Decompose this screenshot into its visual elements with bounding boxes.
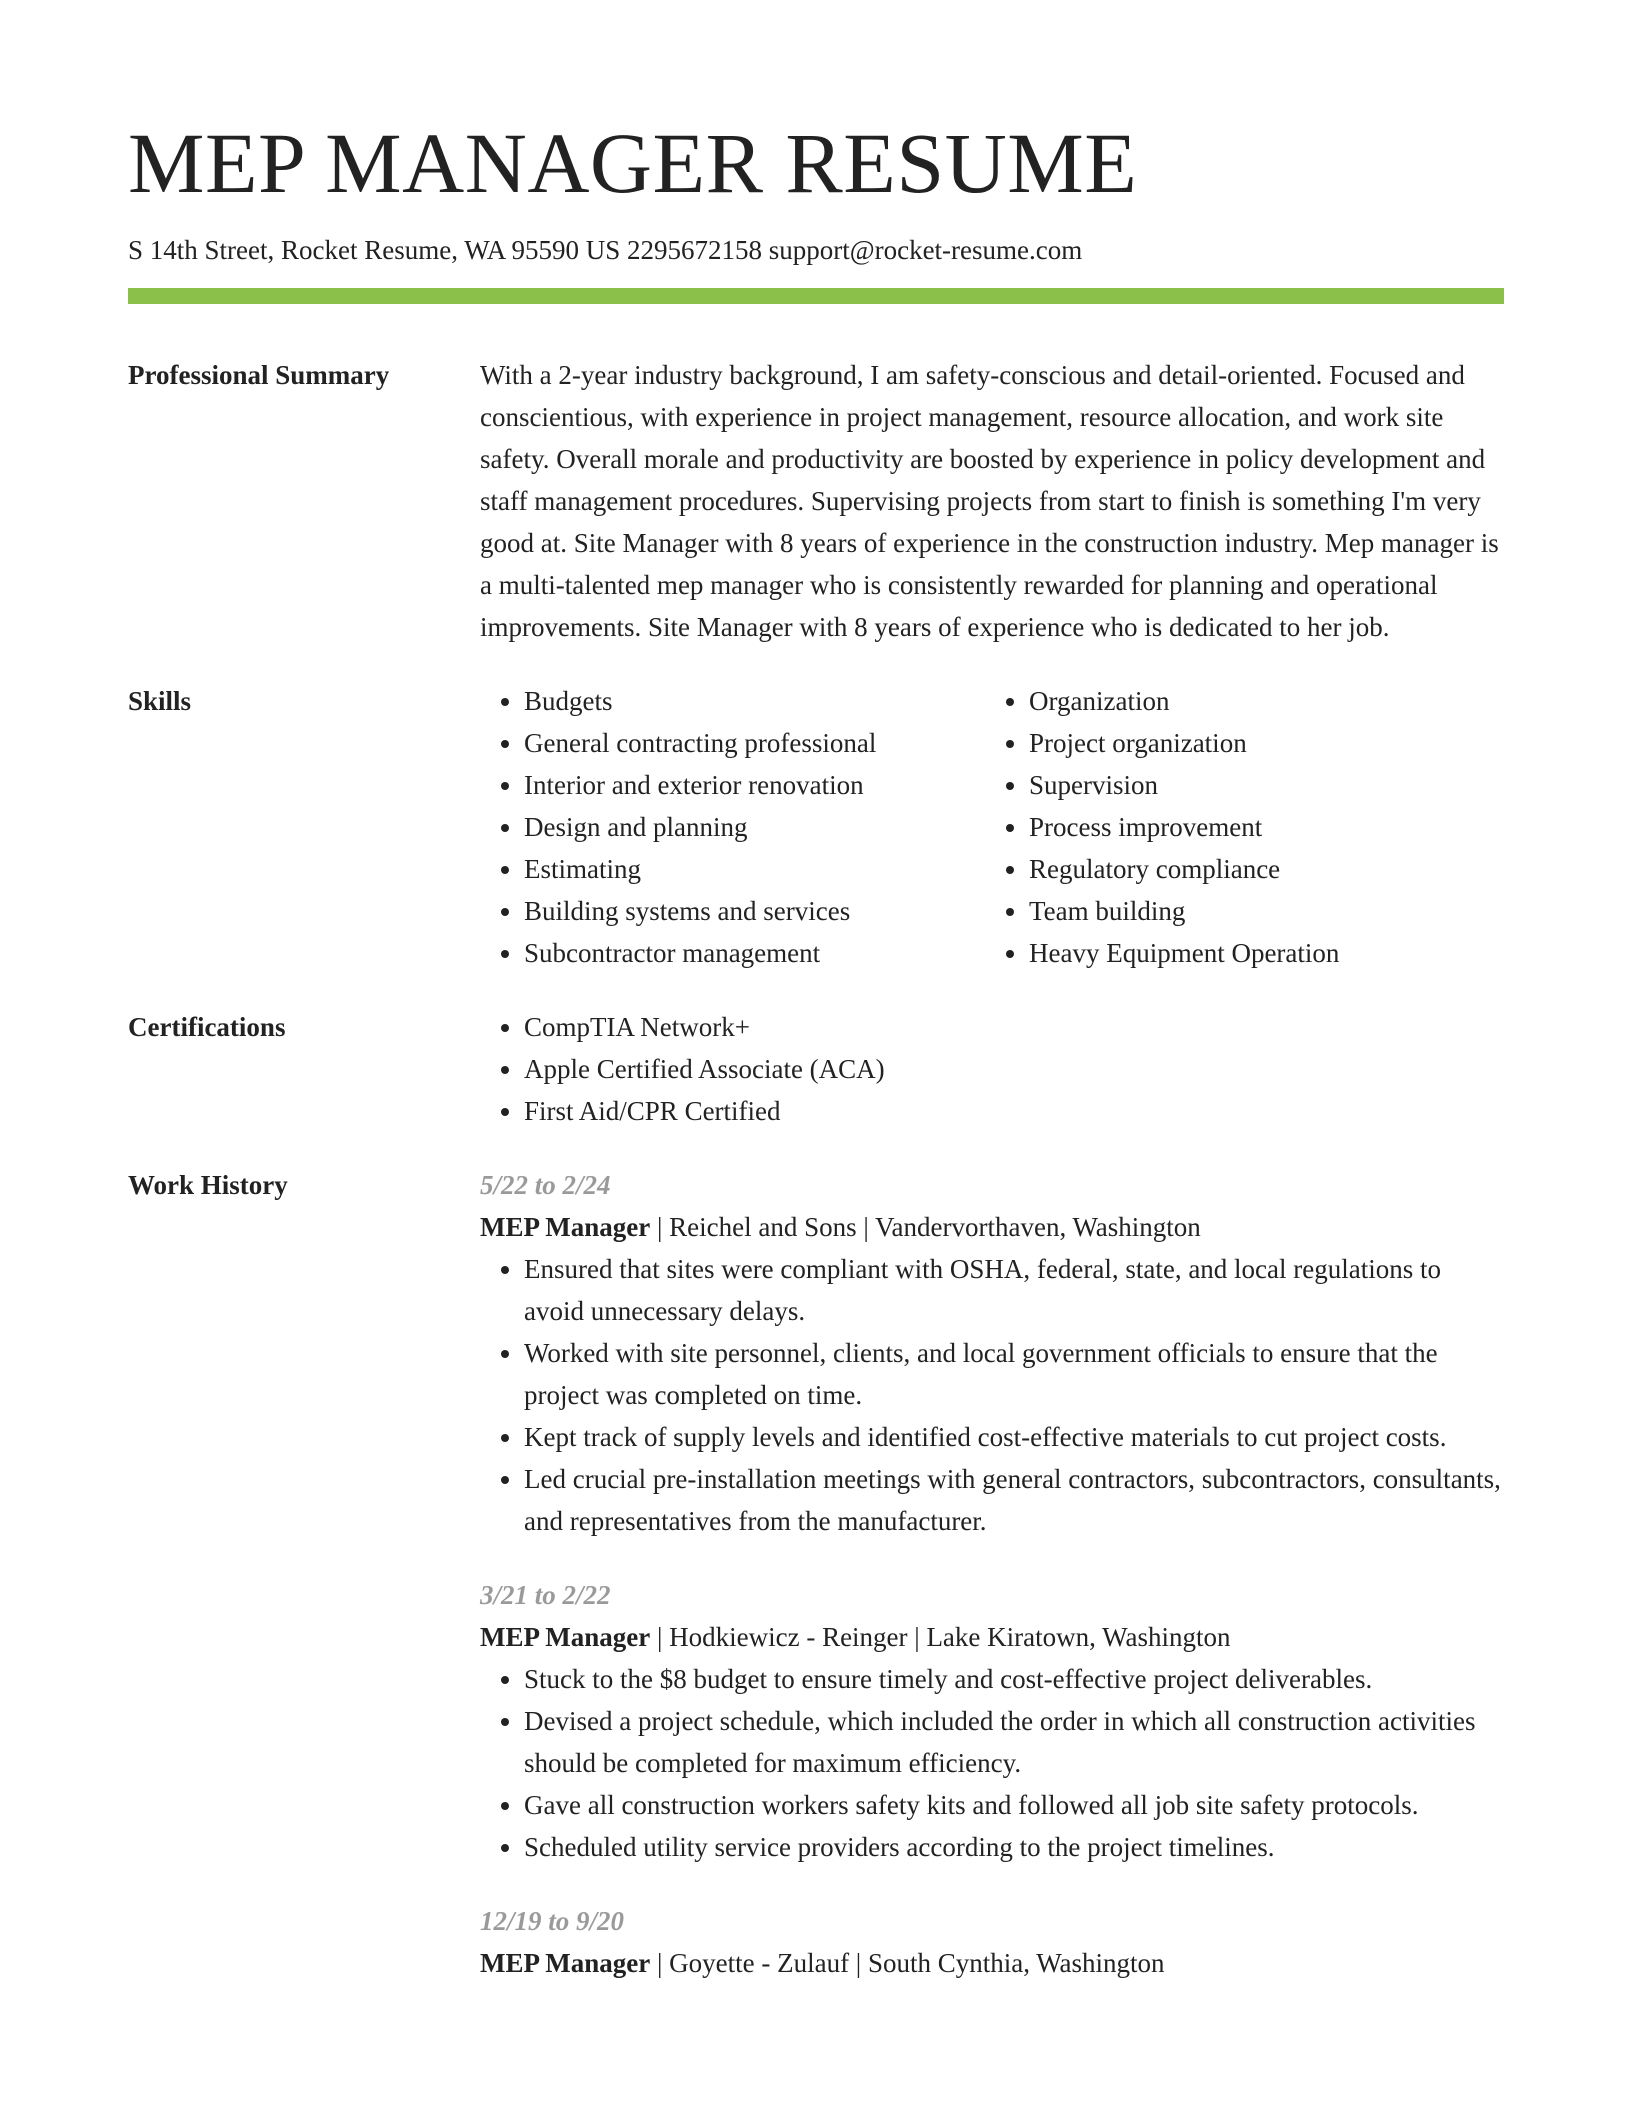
skills-columns (480, 680, 1504, 974)
skills-section (128, 680, 1504, 974)
certification-item: • CompTIA Network+ (524, 1006, 1504, 1048)
summary-section (128, 354, 1504, 648)
job-entry (480, 1900, 1504, 1984)
skill-item: • General contracting professional (524, 722, 985, 764)
skill-item: • Interior and exterior renovation (524, 764, 985, 806)
certifications-label: Certifications (128, 1012, 286, 1043)
resume-title: MEP MANAGER RESUME (128, 115, 1138, 211)
skill-item: • Team building (1029, 890, 1490, 932)
job-dates: 3/21 to 2/22 (480, 1580, 611, 1611)
job-heading (480, 1942, 1504, 1984)
skill-item: • Budgets (524, 680, 985, 722)
job-dates: 5/22 to 2/24 (480, 1170, 611, 1201)
job-heading (480, 1616, 1504, 1658)
certification-item: • Apple Certified Associate (ACA) (524, 1048, 1504, 1090)
skills-column-2 (985, 680, 1490, 974)
skill-item: • Process improvement (1029, 806, 1490, 848)
job-title: MEP Manager (480, 1212, 651, 1243)
job-bullet: • Stuck to the $8 budget to ensure timely and cost-effective project deliverables. (524, 1658, 1504, 1700)
job-bullet: • Ensured that sites were compliant with OSHA, federal, state, and local regulations to avoid unnecessary delays. (524, 1248, 1504, 1332)
skill-item: • Project organization (1029, 722, 1490, 764)
job-bullet: • Scheduled utility service providers according to the project timelines. (524, 1826, 1504, 1868)
job-bullet: • Led crucial pre-installation meetings with general contractors, subcontractors, consultants, and representatives from the manufacturer. (524, 1458, 1504, 1542)
header-divider (128, 288, 1504, 304)
job-bullet: • Worked with site personnel, clients, and local government officials to ensure that the project was completed on time. (524, 1332, 1504, 1416)
skill-item: • Supervision (1029, 764, 1490, 806)
job-details: | Hodkiewicz - Reinger | Lake Kiratown, Washington (650, 1622, 1231, 1653)
job-heading (480, 1206, 1504, 1248)
work-history-section (128, 1164, 1504, 2016)
job-bullet: • Devised a project schedule, which included the order in which all construction activities should be completed for maximum efficiency. (524, 1700, 1504, 1784)
job-bullets (480, 1658, 1504, 1868)
job-title: MEP Manager (480, 1622, 651, 1653)
work-history-label: Work History (128, 1170, 288, 1201)
job-details: | Goyette - Zulauf | South Cynthia, Washington (650, 1948, 1165, 1979)
job-bullet: • Gave all construction workers safety kits and followed all job site safety protocols. (524, 1784, 1504, 1826)
contact-line: S 14th Street, Rocket Resume, WA 95590 US 2295672158 support@rocket-resume.com (128, 235, 1083, 265)
work-history-list (480, 1164, 1504, 2016)
job-dates: 12/19 to 9/20 (480, 1906, 625, 1937)
skill-item: • Organization (1029, 680, 1490, 722)
skill-item: • Design and planning (524, 806, 985, 848)
job-details: | Reichel and Sons | Vandervorthaven, Washington (650, 1212, 1201, 1243)
summary-text: With a 2-year industry background, I am safety-conscious and detail-oriented. Focused and conscientious, with experience in project management, resource allocation, and work site safety. Overall morale and productivity are boosted by experience in policy development and staff management procedures. Supervising projects from start to finish is something I'm very good at. Site Manager with 8 years of experience in the construction industry. Mep manager is a multi-talented mep manager who is consistently rewarded for planning and operational improvements. Site Manager with 8 years of experience who is dedicated to her job. (480, 360, 1499, 643)
summary-label: Professional Summary (128, 360, 390, 391)
job-entry (480, 1574, 1504, 1868)
skills-label: Skills (128, 686, 192, 717)
job-bullet: • Kept track of supply levels and identified cost-effective materials to cut project costs. (524, 1416, 1504, 1458)
skill-item: • Heavy Equipment Operation (1029, 932, 1490, 974)
skill-item: • Subcontractor management (524, 932, 985, 974)
job-title: MEP Manager (480, 1948, 651, 1979)
skill-item: • Building systems and services (524, 890, 985, 932)
skill-item: • Estimating (524, 848, 985, 890)
skill-item: • Regulatory compliance (1029, 848, 1490, 890)
certifications-list (480, 1006, 1504, 1132)
job-bullets (480, 1248, 1504, 1542)
certifications-section (128, 1006, 1504, 1132)
certification-item: • First Aid/CPR Certified (524, 1090, 1504, 1132)
skills-column-1 (480, 680, 985, 974)
job-entry (480, 1164, 1504, 1542)
